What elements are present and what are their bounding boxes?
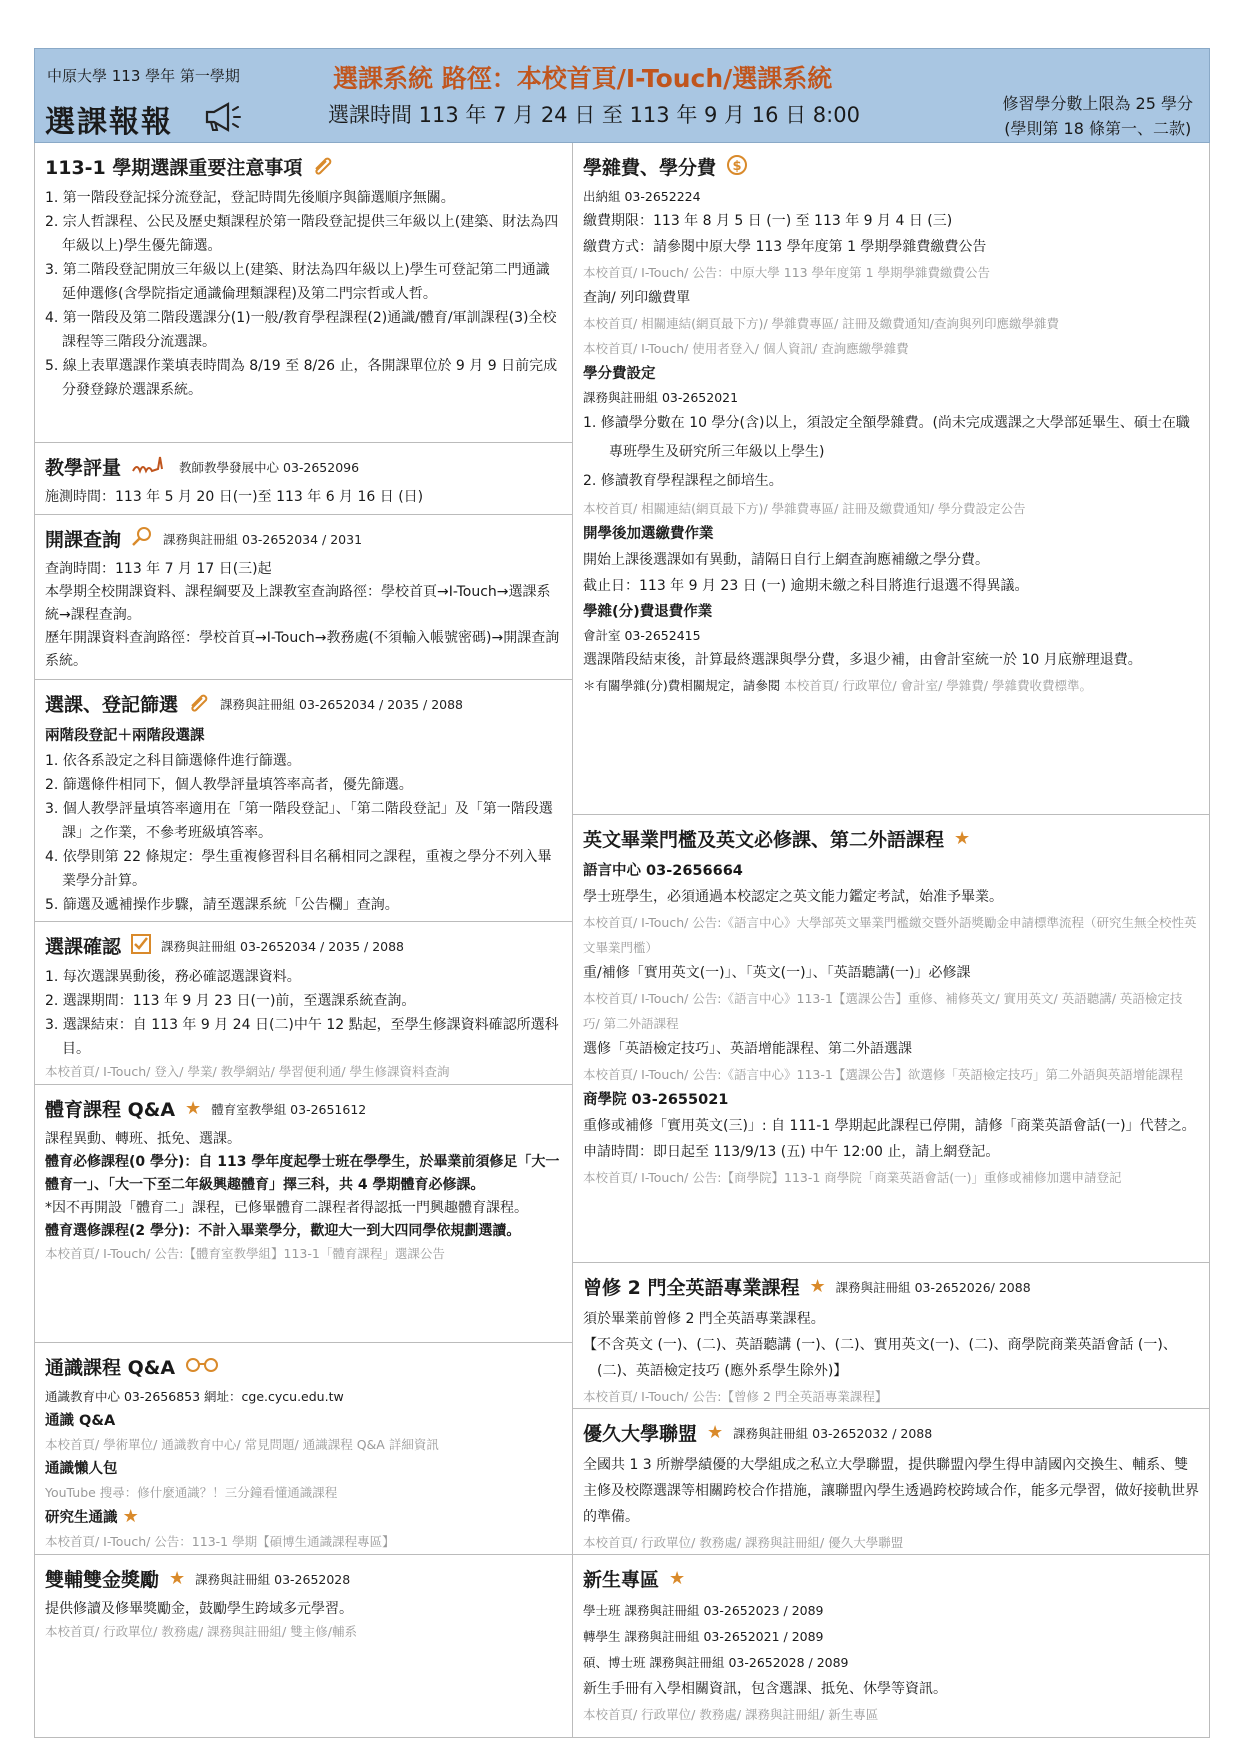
general-grad-label [45,1504,562,1531]
alliance-dept: 課務與註冊組 03-2652032 / 2088 [733,1425,933,1441]
star-icon: ★ [707,1422,724,1443]
notice-item: 1. 第一階段登記採分流登記，登記時間先後順序與篩選順序無關。 [45,190,455,206]
magnifier-icon [131,526,153,552]
confirm-title [45,932,562,959]
double-text: 提供修讀及修畢獎勵金，鼓勵學生跨域多元學習。 [45,1601,353,1617]
evaluation-title-text: 教學評量 [45,457,122,479]
general-qa-label: 通識 Q&A [45,1413,116,1429]
right-column [573,143,1210,1738]
alliance-text: 全國共 1 3 所辦學績優的大學組成之私立大學聯盟，提供聯盟內學生得申請國內交換生、輔系、雙主修及校際選課等相關跨校合作措施，讓聯盟內學生透過跨校跨域合作，能多元學習，做好接軌世界的準備。 [583,1457,1199,1525]
add-fee-text: 開始上課後選課如有異動，請隔日自行上網查詢應補繳之學分費。 [583,552,989,568]
signature-icon [131,455,169,479]
accounting-dept: 會計室 03-2652415 [583,628,701,643]
fees-section [573,143,1209,815]
alliance-title-text: 優久大學聯盟 [583,1423,698,1445]
selection-subtitle: 兩階段登記＋兩階段選課 [45,728,205,744]
selection-item: 3. 個人教學評量填答率適用在「第一階段登記」、「第二階段登記」及「第一階段選課」之作業，不參考班級填答率。 [45,801,553,841]
selection-list [45,749,562,917]
emi-title [583,1273,1199,1300]
biz-text: 重修或補修「實用英文(三)」: 自 111-1 學期起此課程已停開，請修「商業英語會話(一)」代替之。 [583,1118,1196,1134]
double-section [35,1555,572,1738]
fees-method: 繳費方式：請參閱中原大學 113 學年度第 1 學期學雜費繳費公告 [583,239,987,255]
english-path-2[interactable]: 本校首頁/ I-Touch/ 公告:《語言中心》113-1【選課公告】重修、補修英文/ 實用英文/ 英語聽講/ 英語檢定技巧/ 第二外語課程 [583,991,1183,1031]
general-section [35,1343,572,1555]
credit-fee-item: 1. 修讀學分數在 10 學分(含)以上，須設定全額學雜費。(尚未完成選課之大學部延畢生、碩士在職專班學生及研究所三年級以上學生) [583,415,1190,460]
evaluation-title [45,453,562,480]
english-title-text: 英文畢業門檻及英文必修課、第二外語課程 [583,829,945,851]
general-title [45,1353,562,1380]
refund-text: 選課階段結束後，計算最終選課與學分費，多退少補，由會計室統一於 10 月底辦理退費。 [583,652,1142,668]
star-icon: ★ [809,1276,826,1297]
school-term: 中原大學 113 學年 第一學期 [47,67,240,85]
selection-time: 選課時間 113 年 7 月 24 日 至 113 年 9 月 16 日 8:00 [328,103,860,127]
general-lazy-label: 通識懶人包 [45,1461,118,1477]
english-path-1[interactable]: 本校首頁/ I-Touch/ 公告:《語言中心》大學部英文畢業門檻繳交暨外語獎勵金申請標準流程（研究生無全校性英文畢業門檻） [583,915,1197,955]
apply-time: 申請時間：即日起至 113/9/13 (五) 中午 12:00 止，請上網登記。 [583,1144,1000,1160]
pe-dept: 體育室教學組 03-2651612 [211,1101,367,1117]
freshman-line: 學士班 課務與註冊組 03-2652023 / 2089 [583,1603,824,1618]
fees-note [583,673,1199,698]
biz-label: 商學院 03-2655021 [583,1092,729,1108]
evaluation-time: 施測時間：113 年 5 月 20 日(一)至 113 年 6 月 16 日 (日) [45,489,424,505]
emi-dept: 課務與註冊組 03-2652026/ 2088 [835,1279,1031,1295]
english-path-4[interactable]: 本校首頁/ I-Touch/ 公告:【商學院】113-1 商學院「商業英語會話(一)」重修或補修加選申請登記 [583,1170,1122,1185]
emi-text: 須於畢業前曾修 2 門全英語專業課程。 [583,1311,825,1327]
confirm-section [35,922,572,1085]
course-query-line: 本學期全校開課資料、課程綱要及上課教室查詢路徑：學校首頁→I-Touch→選課系統→課程查詢。 [45,584,551,623]
credit-fee-item: 2. 修讀教育學程課程之師培生。 [583,473,783,489]
alliance-path[interactable]: 本校首頁/ 行政單位/ 教務處/ 課務與註冊組/ 優久大學聯盟 [583,1535,904,1550]
fees-path-1[interactable]: 本校首頁/ I-Touch/ 公告：中原大學 113 學年度第 1 學期學雜費繳費公告 [583,265,991,280]
selection-item: 4. 依學則第 22 條規定：學生重複修習科目名稱相同之課程，重複之學分不列入畢業學分計算。 [45,849,552,889]
paperclip-icon [312,155,334,179]
add-fee-label: 開學後加選繳費作業 [583,526,714,542]
course-query-title [45,525,562,552]
svg-text:$: $ [732,158,742,174]
selection-item: 1. 依各系設定之科目篩選條件進行篩選。 [45,753,301,769]
fees-cashier: 出納組 03-2652224 [583,189,701,204]
course-query-line: 查詢時間：113 年 7 月 17 日(三)起 [45,561,272,577]
english-retake: 重/補修「實用英文(一)」、「英文(一)」、「英語聽講(一)」必修課 [583,965,971,981]
emi-path[interactable]: 本校首頁/ I-Touch/ 公告:【曾修 2 門全英語專業課程】 [583,1389,888,1404]
notice-item: 5. 線上表單選課作業填表時間為 8/19 至 8/26 止，各開課單位於 9 月 9 日前完成分發登錄於選課系統。 [45,358,558,398]
general-grad-path[interactable]: 本校首頁/ I-Touch/ 公告：113-1 學期【碩博生通識課程專區】 [45,1534,395,1549]
credit-fee-label: 學分費設定 [583,366,656,382]
credit-fee-list [583,409,1199,496]
general-grad-text: 研究生通識 [45,1510,118,1526]
course-query-title-text: 開課查詢 [45,529,122,551]
alliance-title [583,1419,1199,1446]
confirm-dept: 課務與註冊組 03-2652034 / 2035 / 2088 [161,938,405,954]
fees-path-4[interactable]: 本校首頁/ 相關連結(網頁最下方)/ 學雜費專區/ 註冊及繳費通知/ 學分費設定公告 [583,501,1026,516]
confirm-item: 3. 選課結束：自 113 年 9 月 24 日(二)中午 12 點起，至學生修課資料確認所選科目。 [45,1017,559,1057]
freshman-line: 轉學生 課務與註冊組 03-2652021 / 2089 [583,1629,824,1644]
checkbox-icon [131,934,151,958]
confirm-path[interactable]: 本校首頁/ I-Touch/ 登入/ 學業/ 教學網站/ 學習便利通/ 學生修課資料查詢 [45,1064,450,1079]
selection-item: 5. 篩選及遞補操作步驟，請至選課系統「公告欄」查詢。 [45,897,399,913]
confirm-list [45,965,562,1061]
general-title-text: 通識課程 Q&A [45,1357,176,1379]
fees-note-prefix: ＊有關學雜(分)費相關規定，請參閱 [583,678,781,693]
star-icon: ★ [954,828,971,849]
fees-period: 繳費期限：113 年 8 月 5 日 (一) 至 113 年 9 月 4 日 (三) [583,213,953,229]
selection-item: 2. 篩選條件相同下，個人教學評量填答率高者，優先篩選。 [45,777,413,793]
emi-title-text: 曾修 2 門全英語專業課程 [583,1277,800,1299]
evaluation-dept: 教師教學發展中心 03-2652096 [179,459,360,475]
notice-section [35,143,572,443]
star-icon: ★ [669,1568,686,1589]
course-query-section [35,515,572,680]
notice-item: 2. 宗人哲課程、公民及歷史類課程於第一階段登記提供三年級以上(建築、財法為四年級以上)學生優先篩選。 [45,214,559,254]
confirm-item: 1. 每次選課異動後，務必確認選課資料。 [45,969,301,985]
fees-note-path[interactable]: 本校首頁/ 行政單位/ 會計室/ 學雜費/ 學雜費收費標準。 [784,678,1092,693]
english-section [573,815,1209,1263]
double-dept: 課務與註冊組 03-2652028 [195,1571,351,1587]
notice-list [45,186,562,402]
lang-center: 語言中心 03-2656664 [583,863,743,879]
newsletter-title: 選課報報 [45,105,173,140]
notice-title [45,153,562,180]
emi-exclude: 【不含英文 (一)、(二)、英語聽講 (一)、(二)、實用英文(一)、(二)、商學院商業英語會話 (一)、(二)、英語檢定技巧 (應外系學生除外)】 [583,1337,1177,1379]
freshman-line: 碩、博士班 課務與註冊組 03-2652028 / 2089 [583,1655,849,1670]
selection-section [35,680,572,922]
pe-title [45,1095,562,1122]
freshman-text: 新生手冊有入學相關資訊，包含選課、抵免、休學等資訊。 [583,1681,947,1697]
confirm-item: 2. 選課期間：113 年 9 月 23 日(一)前，至選課系統查詢。 [45,993,416,1009]
star-icon: ★ [169,1568,186,1589]
english-elective: 選修「英語檢定技巧」、英語增能課程、第二外語選課 [583,1041,912,1057]
general-qa-path[interactable]: 本校首頁/ 學術單位/ 通識教育中心/ 常見問題/ 通識課程 Q&A 詳細資訊 [45,1437,439,1452]
megaphone-icon [203,101,247,137]
star-icon: ★ [185,1098,202,1119]
credit-rule-text: (學則第 18 條第一、二款) [1004,119,1192,138]
notice-title-text: 113-1 學期選課重要注意事項 [45,157,303,179]
system-path: 選課系統 路徑：本校首頁/I-Touch/選課系統 [333,64,833,93]
freshman-section [573,1555,1209,1738]
freshman-path[interactable]: 本校首頁/ 行政單位/ 教務處/ 課務與註冊組/ 新生專區 [583,1707,879,1722]
course-query-dept: 課務與註冊組 03-2652034 / 2031 [163,531,363,547]
freshman-title [583,1565,1199,1592]
fees-path-3[interactable]: 本校首頁/ I-Touch/ 使用者登入/ 個人資訊/ 查詢應繳學雜費 [583,341,909,356]
alliance-section [573,1409,1209,1555]
fees-title-text: 學雜費、學分費 [583,157,717,179]
glasses-icon [185,1356,219,1378]
double-title-text: 雙輔雙金獎勵 [45,1569,160,1591]
freshman-title-text: 新生專區 [583,1569,660,1591]
english-path-3[interactable]: 本校首頁/ I-Touch/ 公告:《語言中心》113-1【選課公告】欲選修「英語檢定技巧」第二外語與英語增能課程 [583,1067,1183,1082]
header-banner [34,48,1210,143]
notice-item: 3. 第二階段登記開放三年級以上(建築、財法為四年級以上)學生可登記第二門通識延伸選修(含學院指定通識倫理類課程)及第二門宗哲或人哲。 [45,262,550,302]
credit-limit [1002,91,1193,141]
pe-line: 課程異動、轉班、抵免、選課。 [45,1131,241,1147]
fees-print-label: 查詢/ 列印繳費單 [583,290,691,306]
selection-title [45,690,562,717]
refund-label: 學雜(分)費退費作業 [583,604,713,620]
left-column [34,143,573,1738]
pe-title-text: 體育課程 Q&A [45,1099,176,1121]
fees-title [583,153,1199,180]
english-title [583,825,1199,852]
pe-line: *因不再開設「體育二」課程，已修畢體育二課程者得認抵一門興趣體育課程。 [45,1200,528,1216]
selection-title-text: 選課、登記篩選 [45,694,179,716]
double-path[interactable]: 本校首頁/ 行政單位/ 教務處/ 課務與註冊組/ 雙主修/輔系 [45,1624,357,1639]
general-lazy-path[interactable]: YouTube 搜尋：修什麼通識？！三分鐘看懂通識課程 [45,1485,338,1500]
star-icon: ★ [122,1506,139,1527]
page [34,48,1210,1738]
fees-path-2[interactable]: 本校首頁/ 相關連結(網頁最下方)/ 學雜費專區/ 註冊及繳費通知/查詢與列印應繳學雜費 [583,316,1060,331]
evaluation-section [35,443,572,515]
general-dept: 通識教育中心 03-2656853 網址：cge.cycu.edu.tw [45,1389,344,1404]
selection-dept: 課務與註冊組 03-2652034 / 2035 / 2088 [220,696,464,712]
notice-item: 4. 第一階段及第二階段選課分(1)一般/教育學程課程(2)通識/體育/軍訓課程(3)全校課程等三階段分流選課。 [45,310,557,350]
course-query-line: 歷年開課資料查詢路徑：學校首頁→I-Touch→教務處(不須輸入帳號密碼)→開課查詢系統。 [45,630,560,669]
credit-limit-text: 修習學分數上限為 25 學分 [1002,94,1193,113]
dollar-coin-icon [726,154,748,180]
paperclip-icon [188,692,210,716]
pe-line: 體育必修課程(0 學分)：自 113 學年度起學士班在學學生，於畢業前須修足「大一體育一」、「大一下至二年級興趣體育」擇三科，共 4 學期體育必修課。 [45,1154,560,1193]
credit-fee-dept: 課務與註冊組 03-2652021 [583,390,739,405]
emi-section [573,1263,1209,1409]
double-title [45,1565,562,1592]
add-fee-deadline: 截止日：113 年 9 月 23 日 (一) 逾期未繳之科目將進行退選不得異議。 [583,578,1029,594]
english-req: 學士班學生，必須通過本校認定之英文能力鑑定考試，始准予畢業。 [583,889,1003,905]
pe-line: 體育選修課程(2 學分)：不計入畢業學分，歡迎大一到大四同學依規劃選讀。 [45,1223,521,1239]
pe-path[interactable]: 本校首頁/ I-Touch/ 公告:【體育室教學組】113-1「體育課程」選課公告 [45,1246,445,1261]
confirm-title-text: 選課確認 [45,936,122,958]
pe-section [35,1085,572,1343]
